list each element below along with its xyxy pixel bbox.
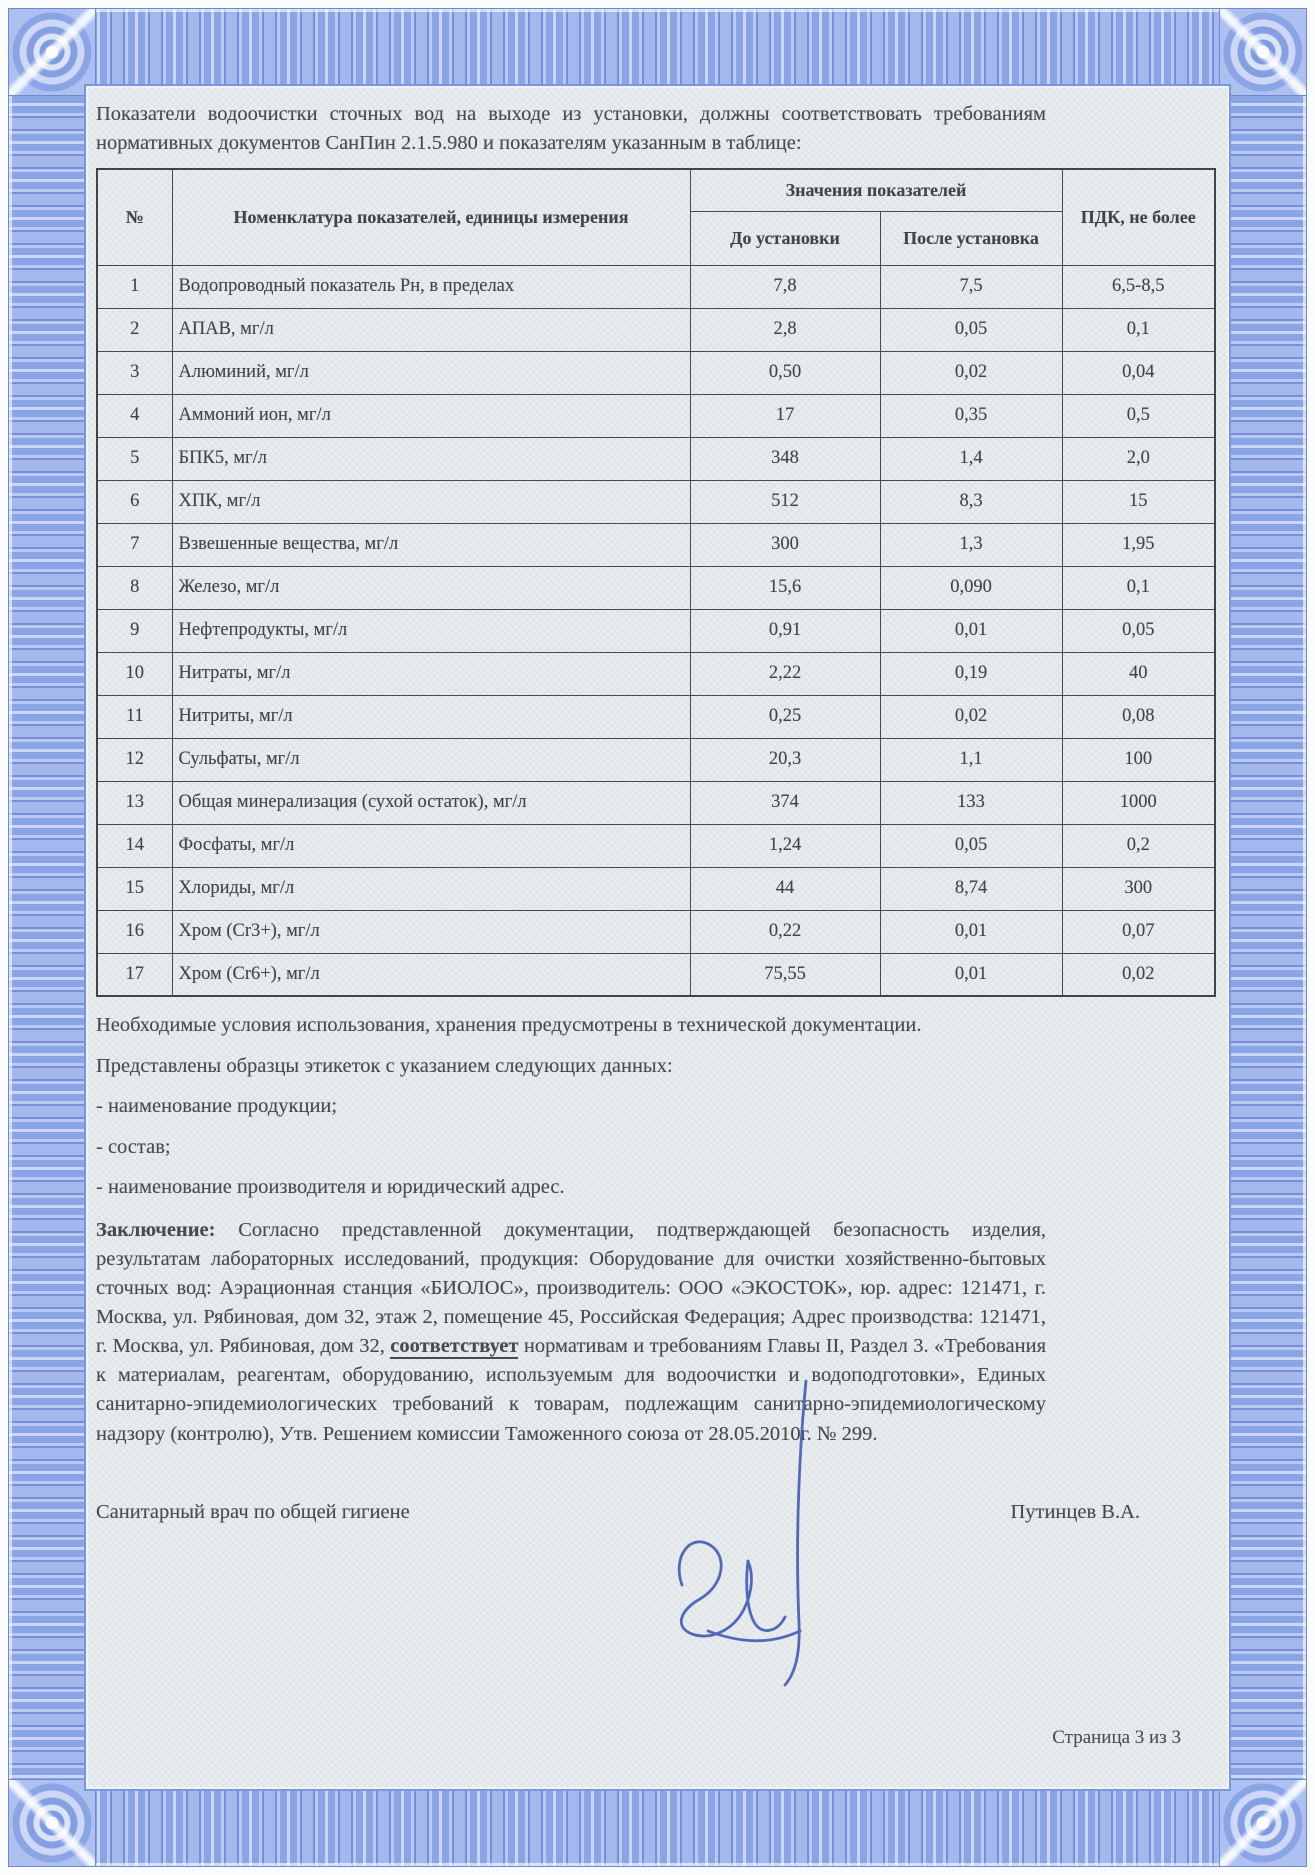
cell-after-value: 133 [880, 781, 1062, 824]
conclusion-text-after: нормативам и требованиям Главы II, Раздел 3. «Требования к материалам, реагентам, оборудованию, используемым для водоочистки и водоподготовки», Единых санитарно-эпидемиологических требований к товарам, подлежащим санитарно-эпидемиологическому надзору (контролю), Утв. Решением комиссии Таможенного союза от 28.05.2010г. № 299. [96, 1335, 1046, 1445]
cell-number: 3 [97, 351, 172, 394]
cell-before-value: 374 [690, 781, 880, 824]
label-item-product-name: - наименование продукции; [96, 1095, 338, 1118]
cell-before-value: 0,22 [690, 910, 880, 953]
cell-after-value: 0,01 [880, 953, 1062, 996]
cell-number: 8 [97, 566, 172, 609]
cell-after-value: 0,19 [880, 652, 1062, 695]
cell-indicator-name: Нитриты, мг/л [172, 695, 690, 738]
cell-before-value: 512 [690, 480, 880, 523]
intro-paragraph: Показатели водоочистки сточных вод на выходе из установки, должны соответствовать требованиям нормативных документов СанПин 2.1.5.980 и показателям указанным в таблице: [96, 103, 1046, 155]
conclusion-keyword-underlined: соответствует [390, 1335, 519, 1358]
cell-before-value: 0,91 [690, 609, 880, 652]
col-header-after: После установка [880, 211, 1062, 265]
cell-pdk-value: 0,08 [1062, 695, 1215, 738]
signature-row [96, 1501, 1186, 1524]
col-header-before: До установки [690, 211, 880, 265]
cell-before-value: 0,25 [690, 695, 880, 738]
cell-after-value: 0,090 [880, 566, 1062, 609]
table-row [97, 695, 1215, 738]
cell-indicator-name: Нефтепродукты, мг/л [172, 609, 690, 652]
cell-pdk-value: 1,95 [1062, 523, 1215, 566]
table-row [97, 738, 1215, 781]
table-row [97, 953, 1215, 996]
cell-pdk-value: 0,1 [1062, 566, 1215, 609]
signatory-title: Санитарный врач по общей гигиене [96, 1500, 410, 1523]
decorative-border-top [8, 8, 1307, 88]
cell-after-value: 1,3 [880, 523, 1062, 566]
cell-indicator-name: Хром (Cr3+), мг/л [172, 910, 690, 953]
conclusion-text-before: Согласно представленной документации, подтверждающей безопасность изделия, результатам лабораторных исследований, продукция: Оборудование для очистки хозяйственно-бытовых сточных вод: Аэрационная станция «БИОЛОС», производитель: ООО «ЭКОСТОК», юр. адрес: 121471, г. Москва, ул. Рябиновая, дом 32, этаж 2, помещение 45, Российская Федерация; Адрес производства: 121471, г. Москва, ул. Рябиновая, дом 32, [96, 1218, 1046, 1358]
cell-pdk-value: 0,07 [1062, 910, 1215, 953]
table-row [97, 781, 1215, 824]
cell-indicator-name: Общая минерализация (сухой остаток), мг/л [172, 781, 690, 824]
cell-after-value: 0,02 [880, 351, 1062, 394]
cell-after-value: 1,4 [880, 437, 1062, 480]
labels-intro-paragraph: Представлены образцы этикеток с указанием следующих данных: [96, 1055, 673, 1078]
table-row [97, 308, 1215, 351]
cell-before-value: 17 [690, 394, 880, 437]
cell-after-value: 0,05 [880, 308, 1062, 351]
cell-number: 14 [97, 824, 172, 867]
cell-before-value: 2,8 [690, 308, 880, 351]
cell-after-value: 0,05 [880, 824, 1062, 867]
cell-indicator-name: ХПК, мг/л [172, 480, 690, 523]
table-row [97, 394, 1215, 437]
border-corner-ornament-top-left [8, 8, 96, 96]
conclusion-paragraph [96, 1216, 1046, 1449]
cell-indicator-name: Хлориды, мг/л [172, 867, 690, 910]
cell-pdk-value: 300 [1062, 867, 1215, 910]
cell-indicator-name: Хром (Cr6+), мг/л [172, 953, 690, 996]
cell-pdk-value: 0,2 [1062, 824, 1215, 867]
table-row [97, 867, 1215, 910]
table-row [97, 824, 1215, 867]
table-row [97, 351, 1215, 394]
cell-indicator-name: Сульфаты, мг/л [172, 738, 690, 781]
cell-before-value: 7,8 [690, 265, 880, 308]
cell-indicator-name: Аммоний ион, мг/л [172, 394, 690, 437]
cell-number: 5 [97, 437, 172, 480]
table-row [97, 609, 1215, 652]
cell-before-value: 300 [690, 523, 880, 566]
cell-number: 1 [97, 265, 172, 308]
cell-number: 16 [97, 910, 172, 953]
cell-number: 4 [97, 394, 172, 437]
table-row [97, 566, 1215, 609]
cell-number: 12 [97, 738, 172, 781]
cell-pdk-value: 6,5-8,5 [1062, 265, 1215, 308]
border-corner-ornament-bottom-left [8, 1779, 96, 1867]
cell-after-value: 7,5 [880, 265, 1062, 308]
table-row [97, 523, 1215, 566]
col-header-number: № [97, 169, 172, 265]
cell-before-value: 348 [690, 437, 880, 480]
cell-before-value: 75,55 [690, 953, 880, 996]
page-number: Страница 3 из 3 [1052, 1727, 1181, 1748]
cell-pdk-value: 0,04 [1062, 351, 1215, 394]
cell-before-value: 2,22 [690, 652, 880, 695]
indicators-table [96, 168, 1216, 997]
cell-before-value: 44 [690, 867, 880, 910]
label-item-composition: - состав; [96, 1135, 171, 1158]
decorative-border-bottom [8, 1787, 1307, 1867]
border-corner-ornament-bottom-right [1219, 1779, 1307, 1867]
document-paper [88, 88, 1227, 1787]
conditions-paragraph: Необходимые условия использования, хранения предусмотрены в технической документации. [96, 1014, 922, 1037]
cell-indicator-name: БПК5, мг/л [172, 437, 690, 480]
border-corner-ornament-top-right [1219, 8, 1307, 96]
cell-number: 17 [97, 953, 172, 996]
cell-after-value: 0,35 [880, 394, 1062, 437]
signatory-name: Путинцев В.А. [1010, 1500, 1140, 1523]
decorative-border-left [8, 8, 88, 1867]
cell-before-value: 20,3 [690, 738, 880, 781]
cell-after-value: 0,01 [880, 910, 1062, 953]
cell-before-value: 15,6 [690, 566, 880, 609]
cell-after-value: 8,3 [880, 480, 1062, 523]
cell-indicator-name: Нитраты, мг/л [172, 652, 690, 695]
table-row [97, 910, 1215, 953]
cell-after-value: 1,1 [880, 738, 1062, 781]
cell-pdk-value: 15 [1062, 480, 1215, 523]
cell-number: 11 [97, 695, 172, 738]
cell-number: 13 [97, 781, 172, 824]
cell-before-value: 1,24 [690, 824, 880, 867]
cell-number: 9 [97, 609, 172, 652]
conclusion-label: Заключение: [96, 1218, 216, 1241]
cell-number: 2 [97, 308, 172, 351]
cell-indicator-name: Железо, мг/л [172, 566, 690, 609]
cell-pdk-value: 1000 [1062, 781, 1215, 824]
cell-pdk-value: 0,02 [1062, 953, 1215, 996]
cell-number: 15 [97, 867, 172, 910]
table-row [97, 480, 1215, 523]
col-header-nomenclature: Номенклатура показателей, единицы измерения [172, 169, 690, 265]
label-item-manufacturer: - наименование производителя и юридический адрес. [96, 1175, 565, 1198]
cell-indicator-name: Фосфаты, мг/л [172, 824, 690, 867]
cell-after-value: 0,02 [880, 695, 1062, 738]
table-row [97, 265, 1215, 308]
cell-after-value: 0,01 [880, 609, 1062, 652]
table-row [97, 437, 1215, 480]
cell-pdk-value: 2,0 [1062, 437, 1215, 480]
cell-pdk-value: 0,05 [1062, 609, 1215, 652]
cell-before-value: 0,50 [690, 351, 880, 394]
cell-number: 7 [97, 523, 172, 566]
table-row [97, 652, 1215, 695]
cell-number: 6 [97, 480, 172, 523]
col-header-pdk: ПДК, не более [1062, 169, 1215, 265]
cell-indicator-name: Алюминий, мг/л [172, 351, 690, 394]
cell-number: 10 [97, 652, 172, 695]
decorative-border-right [1227, 8, 1307, 1867]
cell-indicator-name: Взвешенные вещества, мг/л [172, 523, 690, 566]
cell-after-value: 8,74 [880, 867, 1062, 910]
cell-pdk-value: 0,1 [1062, 308, 1215, 351]
cell-indicator-name: Водопроводный показатель Рн, в пределах [172, 265, 690, 308]
cell-indicator-name: АПАВ, мг/л [172, 308, 690, 351]
cell-pdk-value: 40 [1062, 652, 1215, 695]
col-header-values: Значения показателей [690, 169, 1062, 211]
cell-pdk-value: 100 [1062, 738, 1215, 781]
cell-pdk-value: 0,5 [1062, 394, 1215, 437]
